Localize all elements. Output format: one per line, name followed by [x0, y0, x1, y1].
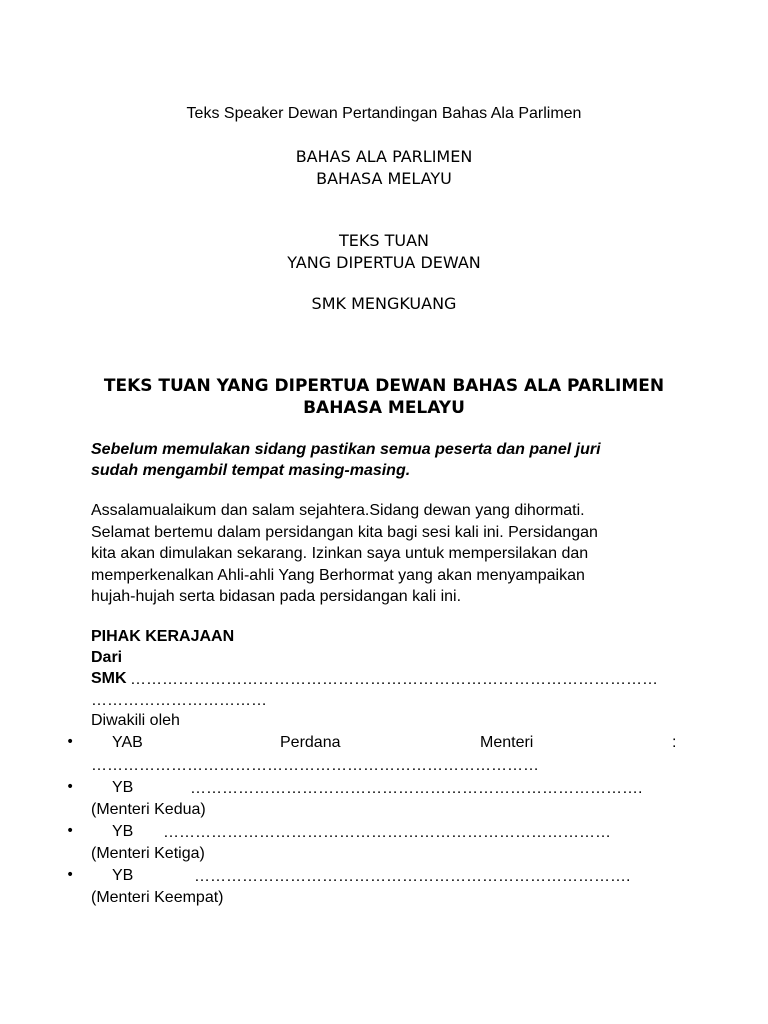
bullet-icon: • [66, 823, 75, 839]
bullet-icon: • [66, 779, 75, 795]
smk-fill-in-dots: ……………………………………………………………………………………… [130, 671, 658, 688]
cover-line-school-name: SMK MENGKUANG [311, 294, 457, 313]
section-heading-line2: BAHASA MELAYU [303, 398, 465, 418]
smk-fill-in-dots-continued: …………………………… [91, 692, 267, 709]
member-title-yb: YB [112, 823, 134, 840]
document-header-title: Teks Speaker Dewan Pertandingan Bahas Ala Parlimen [186, 105, 582, 122]
paragraph-line: hujah-hujah serta bidasan pada persidangan kali ini. [91, 588, 462, 605]
member-fill-in-dots: …………………………………………………………………………. [190, 780, 643, 797]
member-role: (Menteri Ketiga) [91, 845, 205, 862]
member-title-menteri: Menteri [480, 734, 534, 751]
cover-line-bahas-ala-parlimen: BAHAS ALA PARLIMEN [295, 147, 473, 166]
section-heading-line1: TEKS TUAN YANG DIPERTUA DEWAN BAHAS ALA PARLIMEN [103, 376, 665, 396]
smk-label: SMK [91, 670, 127, 687]
paragraph-line: Selamat bertemu dalam persidangan kita bagi sesi kali ini. Persidangan [91, 524, 598, 541]
represented-by-label: Diwakili oleh [91, 712, 180, 729]
government-side-heading: PIHAK KERAJAAN [91, 628, 235, 645]
member-role: (Menteri Kedua) [91, 801, 206, 818]
member-fill-in-dots: ………………………………………………………………………. [194, 868, 631, 885]
bullet-icon: • [66, 867, 75, 883]
cover-line-teks-tuan: TEKS TUAN [338, 231, 429, 250]
paragraph-line: Assalamualaikum dan salam sejahtera.Sidang dewan yang dihormati. [91, 502, 585, 519]
cover-line-yang-dipertua-dewan: YANG DIPERTUA DEWAN [287, 253, 481, 272]
instruction-line2: sudah mengambil tempat masing-masing. [91, 462, 411, 479]
bullet-icon: • [66, 734, 75, 750]
paragraph-line: kita akan dimulakan sekarang. Izinkan saya untuk mempersilakan dan [91, 545, 589, 562]
cover-line-bahasa-melayu: BAHASA MELAYU [316, 169, 452, 188]
member-title-yab: YAB [112, 734, 143, 751]
member-role: (Menteri Keempat) [91, 889, 224, 906]
member-title-yb: YB [112, 867, 134, 884]
member-title-yb: YB [112, 779, 134, 796]
member-colon: : [672, 734, 677, 751]
member-fill-in-dots: ………………………………………………………………………… [163, 824, 611, 841]
instruction-line1: Sebelum memulakan sidang pastikan semua peserta dan panel juri [91, 441, 601, 458]
member-title-perdana: Perdana [280, 734, 341, 751]
from-label: Dari [91, 649, 123, 666]
member-fill-in-dots: ………………………………………………………………………… [91, 757, 539, 774]
paragraph-line: memperkenalkan Ahli-ahli Yang Berhormat yang akan menyampaikan [91, 567, 585, 584]
